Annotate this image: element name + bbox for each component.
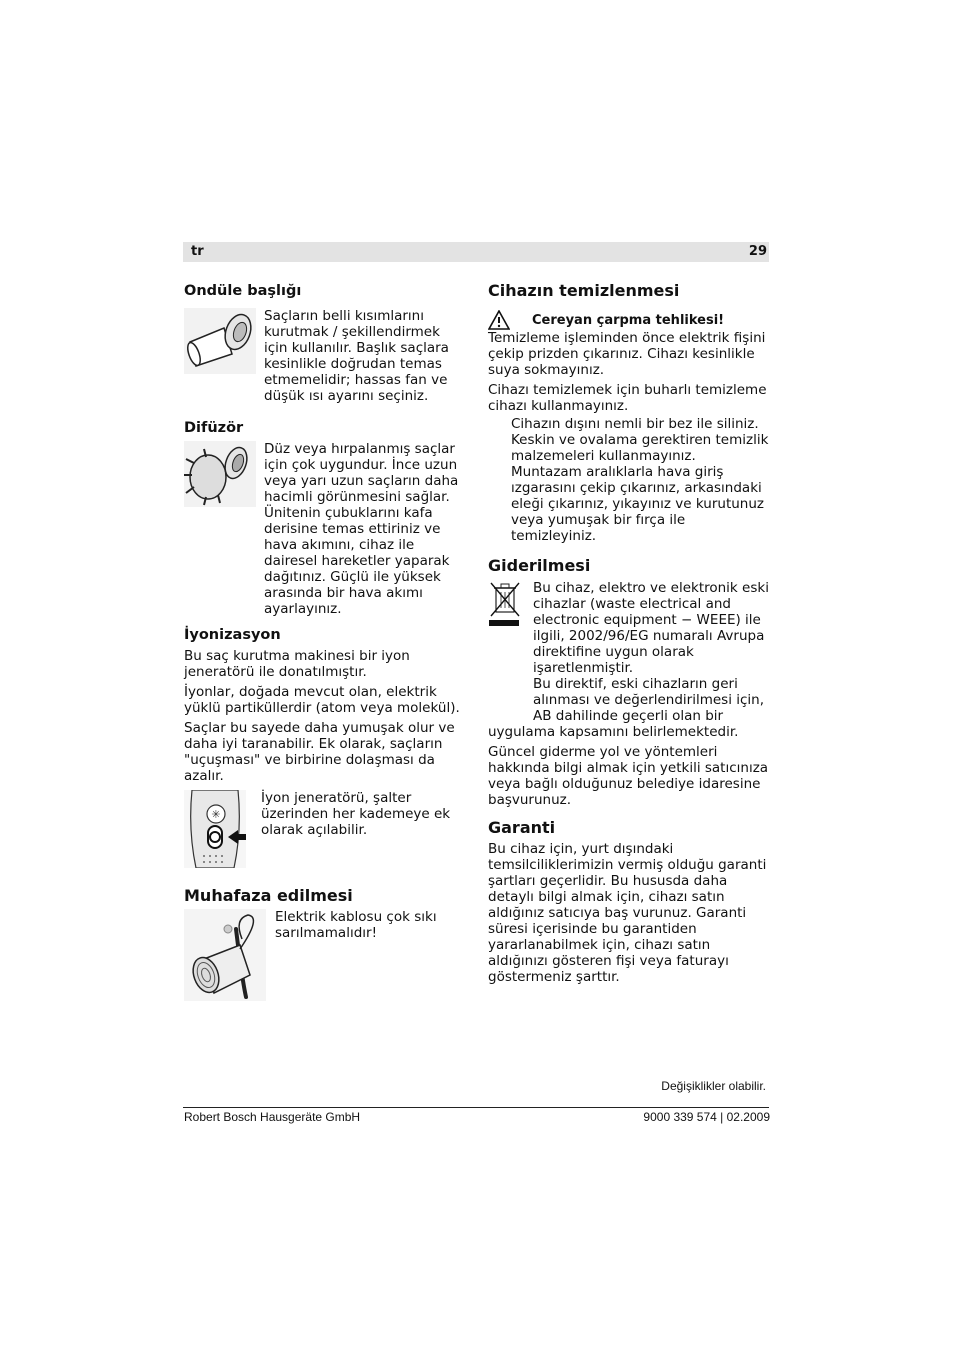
concentrator-nozzle-icon [184,308,256,374]
hair-dryer-cord-icon [184,909,266,1001]
svg-text:✳: ✳ [211,808,221,821]
giderilmesi-heading: Giderilmesi [488,556,591,575]
iyon-paragraph-3: Saçlar bu sayede daha yumuşak olur ve daha iyi taranabilir. Ek olarak, saçların "uçuşması" ve birbirine dolaşması da azalır. [184,720,455,784]
ondule-text: Saçların belli kısımlarını kurutmak / şekillendirmek için kullanılır. Başlık saçlara kesinlikle doğrudan temas etmemelidir; hassas fan ve düşük ısı ayarını seçiniz. [264,308,449,404]
footer-divider [183,1107,769,1108]
difuzor-section [184,441,466,617]
garanti-heading: Garanti [488,818,556,837]
weee-text-2: Bu direktif, eski cihazların geri alınması ve değerlendirilmesi için, AB dahilinde geçerli olan bir [533,676,765,724]
garanti-text: Bu cihaz için, yurt dışındaki temsilciliklerimizin vermiş olduğu garanti şartları geçerlidir. Bu hususda daha detaylı bilgi almak için, cihazı satın aldığınız satıcıya baş vurunuz. Garanti süresi içerisinde bu garantiden yararlanabilmek için, cihazı satın aldığınızı gösteren fişi veya faturayı göstermeniz şarttır. [488,841,767,985]
weee-section [488,580,770,724]
iyon-paragraph-2: İyonlar, doğada mevcut olan, elektrik yüklü partiküllerdir (atom veya molekül). [184,684,460,716]
weee-figure [488,580,533,632]
iyonizasyon-heading: İyonizasyon [184,627,281,643]
iyon-figure-section [184,790,466,872]
ion-switch-icon [184,790,246,868]
warning-row [488,310,770,330]
weee-text-3: uygulama kapsamını belirlemektedir. [488,724,739,740]
right-column [488,281,770,985]
temizlik-paragraph-3: Cihazın dışını nemli bir bez ile siliniz. Keskin ve ovalama gerektiren temizlik malzemeleri kullanmayınız. [511,416,769,464]
page-number: 29 [748,244,767,259]
difuzor-figure [184,441,264,511]
ondule-section [184,308,466,404]
crossed-bin-icon [488,580,522,628]
temizlik-heading: Cihazın temizlenmesi [488,281,680,300]
warning-label: Cereyan çarpma tehlikesi! [532,312,725,328]
changes-note: Değişiklikler olabilir. [661,1079,766,1093]
giderilmesi-paragraph-2: Güncel giderme yol ve yöntemleri hakkında bilgi almak için yetkili satıcınıza veya bağlı olduğunuz belediye idaresine başvurunuz. [488,744,769,808]
weee-text: Bu cihaz, elektro ve elektronik eski cihazlar (waste electrical and electronic equipment − WEEE) ile ilgili, 2002/96/EG numaralı Avrupa direktifine uygun olarak işaretlenmiştir. [533,580,769,676]
iyon-figure [184,790,261,872]
temizlik-paragraph-1: Temizleme işleminden önce elektrik fişini çekip prizden çıkarınız. Cihazı kesinlikle suya sokmayınız. [488,330,766,378]
warning-triangle-icon [488,310,510,330]
iyon-paragraph-1: Bu saç kurutma makinesi bir iyon jeneratörü ile donatılmıştır. [184,648,410,680]
iyon-figure-text: İyon jeneratörü, şalter üzerinden her kademeye ek olarak açılabilir. [261,790,451,838]
muhafaza-text: Elektrik kablosu çok sıkı sarılmamalıdır! [275,909,437,941]
page-header [183,242,769,262]
muhafaza-figure [184,909,275,1005]
document-number: 9000 339 574 | 02.2009 [643,1110,770,1124]
temizlik-paragraph-4: Muntazam aralıklarla hava giriş ızgarasını çekip çıkarınız, arkasındaki eleği çıkarınız, yıkayınız ve kurutunuz veya yumuşak bir fırça ile temizleyiniz. [511,464,764,544]
muhafaza-heading: Muhafaza edilmesi [184,886,353,905]
difuzor-text: Düz veya hırpalanmış saçlar için çok uygundur. İnce uzun veya yarı uzun saçların daha hacimli görünmesini sağlar. Ünitenin çubuklarını kafa derisine temas ettiriniz ve hava akımını, cihaz ile dairesel hareketler yaparak dağıtınız. Güçlü ile yüksek arasında bir hava akımı ayarlayınız. [264,441,459,617]
ondule-heading: Ondüle başlığı [184,283,302,299]
left-column [184,283,466,1005]
muhafaza-section [184,909,466,1005]
diffuser-icon [184,441,256,507]
difuzor-heading: Difüzör [184,420,244,436]
ondule-figure [184,308,264,378]
company-name: Robert Bosch Hausgeräte GmbH [184,1110,361,1124]
temizlik-paragraph-2: Cihazı temizlemek için buharlı temizleme cihazı kullanmayınız. [488,382,767,414]
language-code: tr [191,244,204,259]
